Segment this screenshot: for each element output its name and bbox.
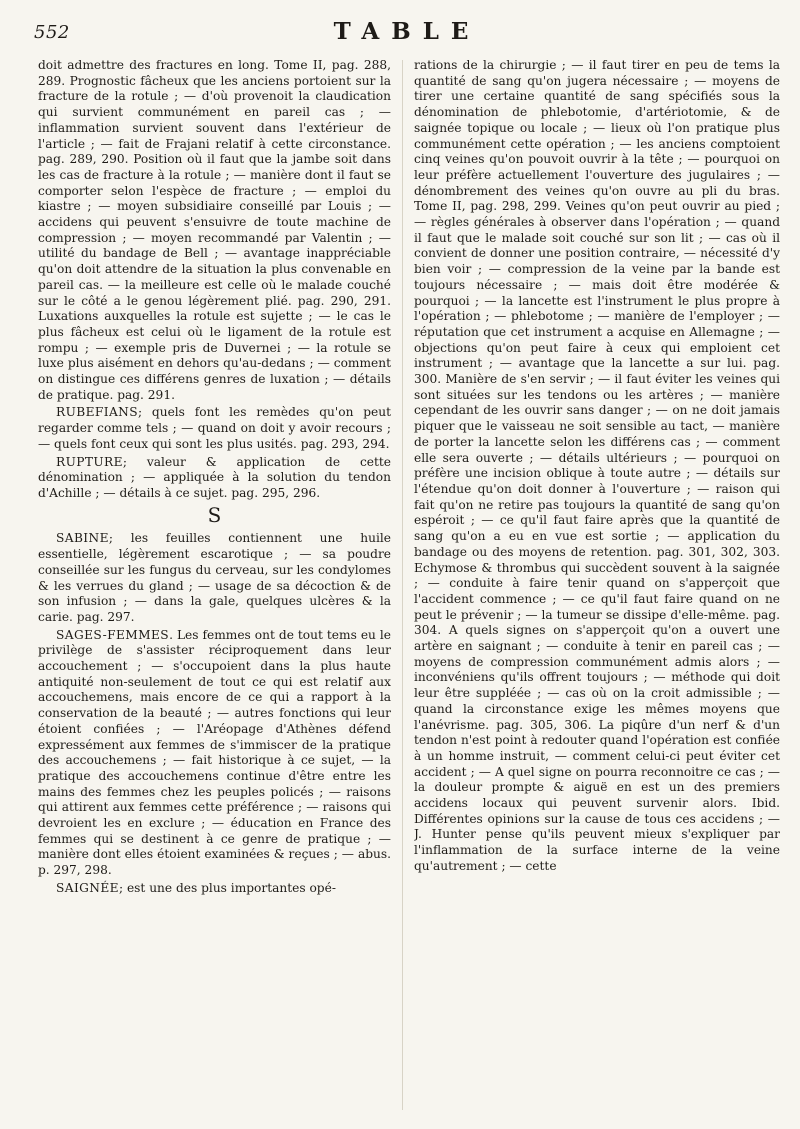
entry-text: ; les feuilles contiennent une huile essentielle, légèrement escarotique ; — sa poudre conseillée sur les fungus du cerveau, sur les condylomes & les verrues du gland ; — usage de sa décoction & de son infusion ; — dans la gale, quelques ulcères & la carie. pag. 297. xyxy=(38,531,391,624)
entry-text: . Les femmes ont de tout tems eu le privilège de s'assister réciproquement dans leur accouchement ; — s'occupoient dans la plus haute antiquité non-seulement de tout ce qui est relatif aux accouchemens, mais encore de ce qui a rapport à la conservation de la beauté ; — autres fonctions qui leur étoient confiées ; — l'Aréopage d'Athènes défend expressément aux femmes de s'immiscer de la pratique des accouchemens ; — fait historique à ce sujet, — la pratique des accouchemens continue d'être entre les mains des femmes chez les peuples policés ; — raisons qui attirent aux femmes cette préférence ; — raisons qui devroient les en exclure ; — éducation en France des femmes qui se destinent à ce genre de pratique ; — manière dont elles étoient examinées & reçues ; — abus. p. 297, 298. xyxy=(38,627,391,878)
left-column xyxy=(38,58,391,1118)
entry-headword: SAGES-FEMMES xyxy=(56,627,170,642)
index-entry xyxy=(38,455,391,502)
entry-headword: SABINE xyxy=(56,531,109,546)
index-entry xyxy=(38,628,391,879)
entry-headword: RUBEFIANS xyxy=(56,405,138,420)
page-number: 552 xyxy=(34,22,70,43)
entry-text: rations de la chirurgie ; — il faut tirer en peu de tems la quantité de sang qu'on jugera nécessaire ; — moyens de tirer une certaine quantité de sang spécifiés sous la dénomination de phlebotomie, d'artériotomie, & de saignée topique ou locale ; — lieux où l'on pratique plus communément cette opération ; — les anciens comptoient cinq veines qu'on pouvoit ouvrir à la tête ; — pourquoi on leur préfère actuellement l'ouverture des jugulaires ; — dénombrement des veines qu'on ouvre au pli du bras. Tome II, pag. 298, 299. Veines qu'on peut ouvrir au pied ; — règles générales à observer dans l'opération ; — quand il faut que le malade soit couché sur son lit ; — cas où il convient de donner une position contraire, — nécessité d'y bien voir ; — compression de la veine par la bande est toujours nécessaire ; — mais doit être modérée & pourquoi ; — la lancette est l'instrument le plus propre à l'opération ; — phlebotome ; — manière de l'employer ; — réputation que cet instrument a acquise en Allemagne ; — objections qu'on peut faire à ceux qui emploient cet instrument ; — avantage que la lancette a sur lui. pag. 300. Manière de s'en servir ; — il faut éviter les veines qui sont situées sur les tendons ou les artères ; — manière cependant de les ouvrir sans danger ; — on ne doit jamais piquer que le vaisseau ne soit sensible au tact, — manière de porter la lancette selon les différens cas ; — comment elle sera ouverte ; — détails ultérieurs ; — pourquoi on préfère une incision oblique à toute autre ; — détails sur l'étendue qu'on doit donner à l'ouverture ; — raison qui fait qu'on ne retire pas toujours la quantité de sang qu'on espéroit ; — ce qu'il faut faire après que la quantité de sang qu'on a eu en vue est sortie ; — application du bandage ou des moyens de retention. pag. 301, 302, 303. Echymose & thrombus qui succèdent souvent à la saignée ; — conduite à faire tenir quand on s'apperçoit que l'accident commence ; — ce qu'il faut faire quand on ne peut le prévenir ; — la tumeur se dissipe d'elle-même. pag. 304. A quels signes on s'apperçoit qu'on a ouvert une artère en saignant ; — conduite à tenir en pareil cas ; — moyens de compression communément admis alors ; — inconvéniens qu'ils offrent toujours ; — méthode qui doit leur être suppléée ; — cas où on la croit admissible ; — quand la circonstance exige les mêmes moyens que l'anévrisme. pag. 305, 306. La piqûre d'un nerf & d'un tendon n'est point à redouter quand l'opération est confiée à un homme instruit, — comment celui-ci peut éviter cet accident ; — A quel signe on pourra reconnoitre ce cas ; — la douleur prompte & aiguë en est un des premiers accidens locaux qui peuvent survenir alors. Ibid. Différentes opinions sur la cause de tous ces accidens ; — J. Hunter pense qu'ils peuvent mieux s'expliquer par l'inflammation de la surface interne de la veine qu'autrement ; — cette xyxy=(414,58,780,873)
index-entry-continued xyxy=(38,58,391,403)
index-entry xyxy=(38,531,391,625)
entry-text: doit admettre des fractures en long. Tome II, pag. 288, 289. Prognostic fâcheux que les anciens portoient sur la fracture de la rotule ; — d'où provenoit la claudication qui survient communément en pareil cas ; — inflammation survient souvent dans l'extérieur de l'article ; — fait de Frajani relatif à cette circonstance. pag. 289, 290. Position où il faut que la jambe soit dans les cas de fracture à la rotule ; — manière dont il faut se comporter selon l'espèce de fracture ; — emploi du kiastre ; — moyen subsidiaire conseillé par Louis ; — accidens qui peuvent s'ensuivre de toute machine de compression ; — moyen recommandé par Valentin ; — utilité du bandage de Bell ; — avantage inappréciable qu'on doit attendre de la situation la plus convenable en pareil cas. — la meilleure est celle où le malade couché sur le côté a le genou légèrement plié. pag. 290, 291. Luxations auxquelles la rotule est sujette ; — le cas le plus fâcheux est celui où le ligament de la rotule est rompu ; — exemple pris de Duvernei ; — la rotule se luxe plus aisément en dehors qu'au-dedans ; — comment on distingue ces différens genres de luxation ; — détails de pratique. pag. 291. xyxy=(38,58,391,402)
index-entry xyxy=(38,881,391,897)
column-gutter xyxy=(402,60,403,1110)
entry-text: ; quels font les remèdes qu'on peut regarder comme tels ; — quand on doit y avoir recours ; — quels font ceux qui sont les plus usités. pag. 293, 294. xyxy=(38,405,391,451)
entry-text: ; est une des plus importantes opé- xyxy=(118,880,336,895)
entry-headword: SAIGNÉE xyxy=(56,880,119,895)
index-entry-continued xyxy=(414,58,780,875)
index-entry xyxy=(38,405,391,452)
running-title: TABLE xyxy=(333,18,481,45)
page-header xyxy=(34,18,780,48)
entry-headword: RUPTURE xyxy=(56,454,123,469)
right-column xyxy=(414,58,780,1118)
section-letter: S xyxy=(207,502,222,527)
entry-text: ; valeur & application de cette dénomination ; — appliquée à la solution du tendon d'Achille ; — détails à ce sujet. pag. 295, 296. xyxy=(38,454,391,500)
